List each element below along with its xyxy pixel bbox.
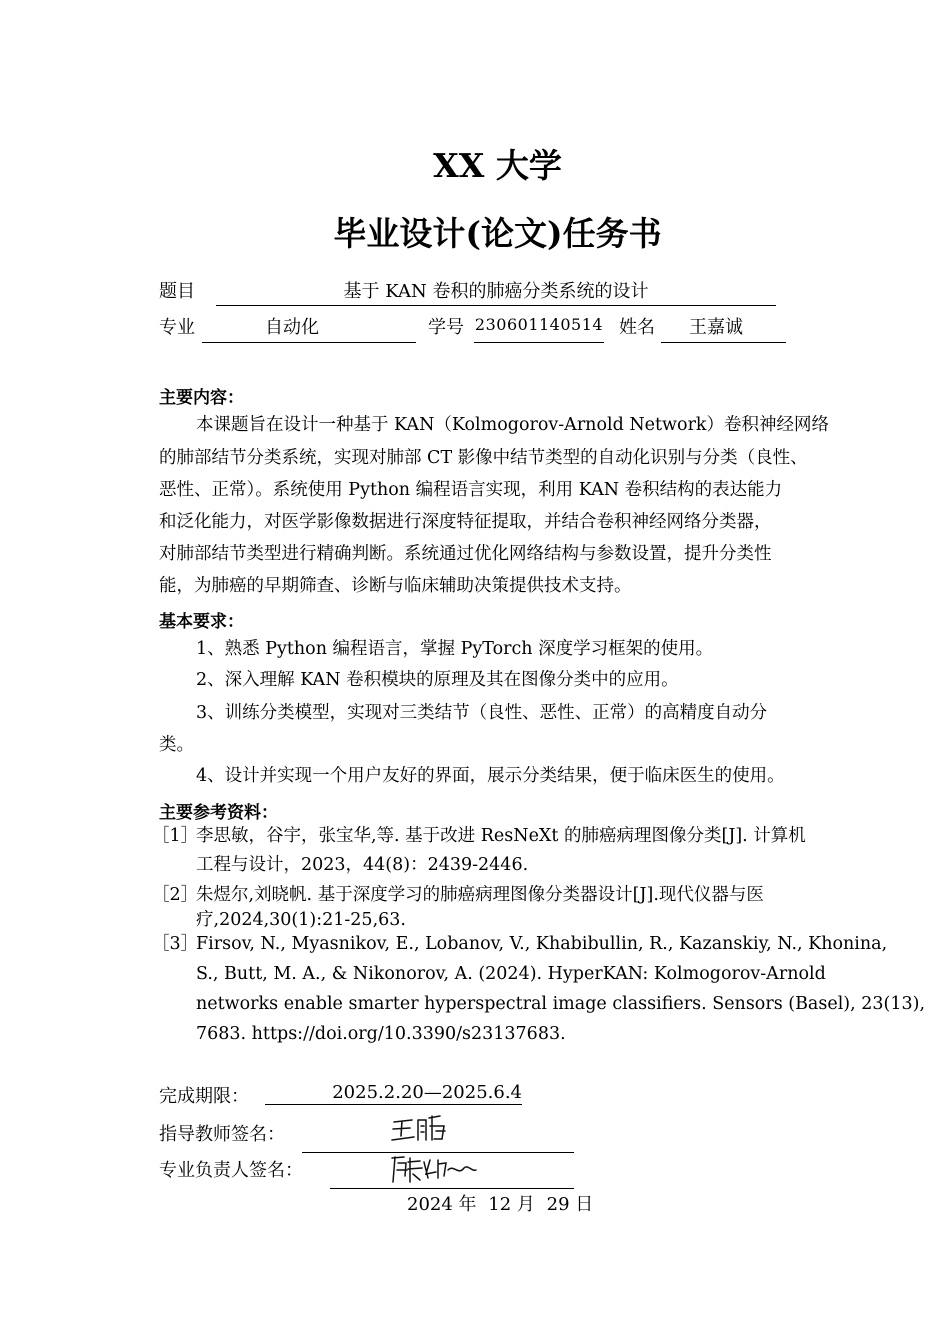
content-line: 的肺部结节分类系统，实现对肺部 CT 影像中结节类型的自动化识别与分类（良性、 — [159, 448, 808, 468]
name-underline — [661, 342, 786, 343]
signature-date — [407, 1190, 593, 1216]
content-heading: 主要内容： — [159, 388, 244, 408]
major-value: 自动化 — [265, 317, 319, 338]
deadline-value: 2025.2.20—2025.6.4 — [332, 1082, 522, 1103]
requirement-item: 4、设计并实现一个用户友好的界面，展示分类结果，便于临床医生的使用。 — [196, 766, 785, 786]
reference-line: 疗,2024,30(1):21-25,63. — [196, 910, 406, 930]
topic-value: 基于 KAN 卷积的肺癌分类系统的设计 — [343, 281, 649, 302]
university-title: XX 大学 — [433, 146, 562, 185]
reference-line: 工程与设计，2023，44(8)：2439-2446. — [196, 855, 529, 875]
topic-underline — [216, 305, 776, 306]
student-id-label: 学号 — [428, 317, 464, 338]
name-value: 王嘉诚 — [689, 317, 743, 338]
head-signature-image — [386, 1152, 478, 1188]
advisor-signature-label: 指导教师签名： — [159, 1124, 285, 1145]
date-month-unit: 月 — [516, 1194, 535, 1215]
date-day: 29 — [546, 1194, 570, 1215]
reference-line: networks enable smarter hyperspectral image classifiers. Sensors (Basel), 23(13), — [196, 994, 926, 1014]
deadline-underline — [265, 1104, 522, 1105]
references-heading: 主要参考资料： — [159, 803, 278, 823]
major-underline — [202, 342, 416, 343]
requirements-heading: 基本要求： — [159, 612, 244, 632]
reference-number: ［3］ — [152, 934, 199, 954]
document-title: 毕业设计(论文)任务书 — [333, 214, 662, 253]
head-signature-label: 专业负责人签名： — [159, 1160, 303, 1181]
reference-line: 朱煜尔,刘晓帆. 基于深度学习的肺癌病理图像分类器设计[J].现代仪器与医 — [196, 885, 764, 905]
head-signature-underline — [330, 1188, 574, 1189]
reference-line: 7683. https://doi.org/10.3390/s23137683. — [196, 1024, 566, 1044]
content-line: 和泛化能力，对医学影像数据进行深度特征提取，并结合卷积神经网络分类器， — [159, 512, 772, 532]
advisor-signature-image — [390, 1112, 450, 1150]
student-id-value: 230601140514 — [474, 315, 604, 334]
date-year-unit: 年 — [458, 1194, 477, 1215]
requirement-item: 2、深入理解 KAN 卷积模块的原理及其在图像分类中的应用。 — [196, 670, 679, 690]
content-line: 本课题旨在设计一种基于 KAN（Kolmogorov-Arnold Network）卷积神经网络 — [196, 415, 830, 435]
name-label: 姓名 — [619, 317, 655, 338]
content-line: 恶性、正常）。系统使用 Python 编程语言实现，利用 KAN 卷积结构的表达能力 — [159, 480, 783, 500]
date-year: 2024 — [407, 1194, 453, 1215]
requirement-item: 1、熟悉 Python 编程语言，掌握 PyTorch 深度学习框架的使用。 — [196, 639, 714, 659]
major-label: 专业 — [159, 317, 195, 338]
requirement-item: 3、训练分类模型，实现对三类结节（良性、恶性、正常）的高精度自动分 — [196, 703, 768, 723]
content-line: 对肺部结节类型进行精确判断。系统通过优化网络结构与参数设置，提升分类性 — [159, 544, 772, 564]
reference-number: ［2］ — [152, 885, 199, 905]
reference-line: Firsov, N., Myasnikov, E., Lobanov, V., Khabibullin, R., Kazanskiy, N., Khonina, — [196, 934, 888, 954]
date-day-unit: 日 — [575, 1194, 594, 1215]
reference-line: S., Butt, M. A., & Nikonorov, A. (2024). HyperKAN: Kolmogorov-Arnold — [196, 964, 826, 984]
date-month: 12 — [488, 1194, 512, 1215]
reference-number: ［1］ — [152, 826, 199, 846]
content-line: 能，为肺癌的早期筛查、诊断与临床辅助决策提供技术支持。 — [159, 576, 632, 596]
reference-line: 李思敏，谷宇，张宝华,等. 基于改进 ResNeXt 的肺癌病理图像分类[J]. 计算机 — [196, 826, 806, 846]
deadline-label: 完成期限： — [159, 1086, 249, 1107]
requirement-item: 类。 — [159, 735, 194, 755]
student-id-underline — [474, 342, 604, 343]
topic-label: 题目 — [159, 281, 195, 302]
